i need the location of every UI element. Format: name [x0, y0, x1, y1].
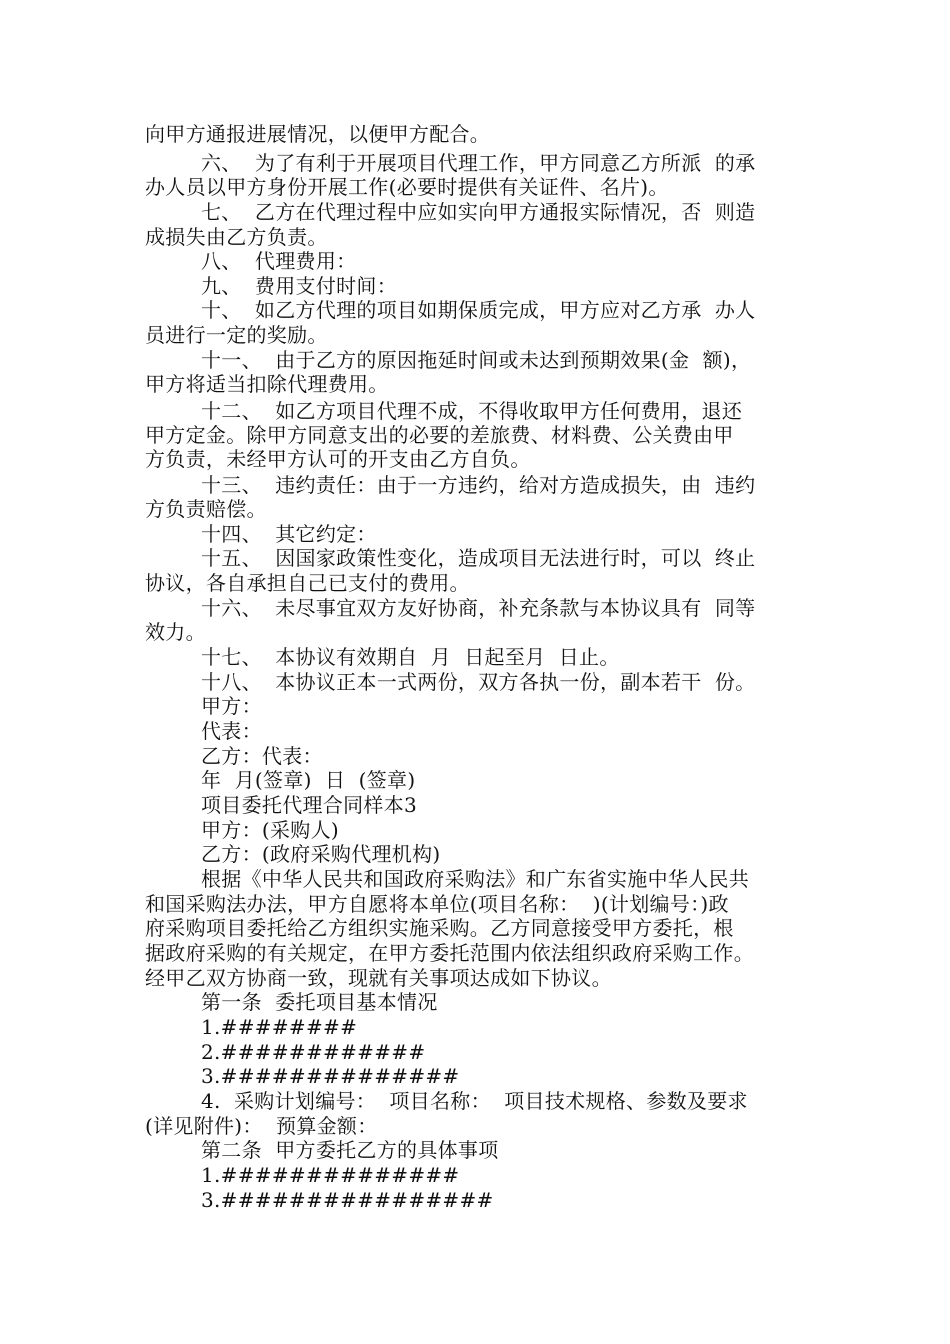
list-item: 1.##############	[201, 1163, 460, 1187]
text-line: 根据《中华人民共和国政府采购法》和广东省实施中华人民共	[201, 867, 750, 891]
text-line: 十六、 未尽事宜双方友好协商，补充条款与本协议具有 同等	[201, 596, 756, 620]
text-line: 十五、 因国家政策性变化，造成项目无法进行时，可以 终止	[201, 546, 756, 570]
list-item: 2.############	[201, 1040, 426, 1064]
text-line: 府采购项目委托给乙方组织实施采购。乙方同意接受甲方委托，根	[145, 916, 734, 940]
text-line: 十、 如乙方代理的项目如期保质完成，甲方应对乙方承 办人	[201, 298, 756, 322]
text-line: 十八、 本协议正本一式两份，双方各执一份，副本若干 份。	[201, 670, 756, 694]
text-line: 甲方：(采购人)	[201, 818, 340, 842]
signature-line: 代表：	[201, 719, 262, 743]
signature-line: 年 月(签章) 日 (签章)	[201, 768, 416, 792]
text-line: 据政府采购的有关规定，在甲方委托范围内依法组织政府采购工作。	[145, 941, 754, 965]
text-line: 经甲乙双方协商一致，现就有关事项达成如下协议。	[145, 966, 612, 990]
text-line: 办人员以甲方身份开展工作(必要时提供有关证件、名片)。	[145, 175, 669, 199]
text-line: 向甲方通报进展情况，以便甲方配合。	[145, 122, 491, 146]
section-heading: 第二条 甲方委托乙方的具体事项	[201, 1138, 499, 1162]
section-heading: 第一条 委托项目基本情况	[201, 990, 438, 1014]
text-line: 协议，各自承担自己已支付的费用。	[145, 571, 470, 595]
text-line: 十三、 违约责任：由于一方违约，给对方造成损失，由 违约	[201, 473, 756, 497]
text-line: 方负责，未经甲方认可的开支由乙方自负。	[145, 447, 531, 471]
text-line: 十七、 本协议有效期自 月 日起至月 日止。	[201, 645, 620, 669]
text-line: 七、 乙方在代理过程中应如实向甲方通报实际情况，否 则造	[201, 200, 756, 224]
text-line: 员进行一定的奖励。	[145, 323, 328, 347]
signature-line: 甲方：	[201, 694, 262, 718]
list-item: 1.########	[201, 1015, 358, 1039]
signature-line: 乙方：代表：	[201, 744, 323, 768]
list-item: 3.##############	[201, 1064, 460, 1088]
text-line: 成损失由乙方负责。	[145, 225, 328, 249]
list-item: 4. 采购计划编号： 项目名称： 项目技术规格、参数及要求	[201, 1089, 748, 1113]
text-line: 和国采购法办法，甲方自愿将本单位(项目名称： )(计划编号：)政	[145, 892, 729, 916]
text-line: 甲方将适当扣除代理费用。	[145, 372, 389, 396]
section-title: 项目委托代理合同样本3	[201, 793, 418, 817]
text-line: 八、 代理费用：	[201, 249, 357, 273]
text-line: (详见附件)： 预算金额：	[145, 1114, 378, 1138]
text-line: 六、 为了有利于开展项目代理工作，甲方同意乙方所派 的承	[201, 151, 756, 175]
text-line: 乙方：(政府采购代理机构)	[201, 842, 441, 866]
text-line: 十二、 如乙方项目代理不成，不得收取甲方任何费用，退还	[201, 399, 743, 423]
list-item: 3.################	[201, 1188, 494, 1212]
text-line: 甲方定金。除甲方同意支出的必要的差旅费、材料费、公关费由甲	[145, 423, 734, 447]
text-line: 效力。	[145, 620, 206, 644]
text-line: 九、 费用支付时间：	[201, 274, 398, 298]
text-line: 十四、 其它约定：	[201, 522, 377, 546]
text-line: 十一、 由于乙方的原因拖延时间或未达到预期效果(金 额)，	[201, 348, 752, 372]
text-line: 方负责赔偿。	[145, 497, 267, 521]
